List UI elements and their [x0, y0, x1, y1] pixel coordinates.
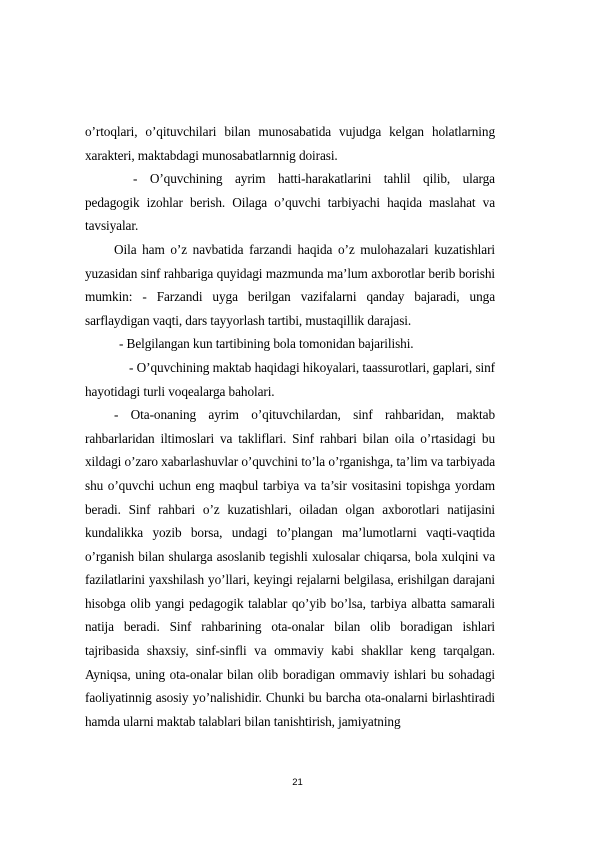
paragraph-daily-routine: - Belgilangan kun tartibining bola tomonidan bajarilishi.: [119, 336, 414, 352]
paragraph-behavior-analysis: - O’quvchining ayrim hatti-harakatlarini tahlil qilib, ularga pedagogik izohlar berish. Oilaga o’quvchi tarbiyachi haqida maslahat va tavsiyalar.: [85, 171, 495, 234]
paragraph-relations: o’rtoqlari, o’qituvchilari bilan munosabatida vujudga kelgan holatlarning xarakteri, maktabdagi munosabatlarnnig doirasi.: [85, 124, 495, 163]
paragraph-family-info: Oila ham o’z navbatida farzandi haqida o’z mulohazalari kuzatishlari yuzasidan sinf rahbariga quyidagi mazmunda ma’lum axborotlar berib borishi mumkin: - Farzandi uyga berilgan vazifalarni qanday bajaradi, unga sarflaydigan vaqti, dars tayyorlash tartibi, mustaqillik darajasi.: [85, 241, 495, 328]
paragraph-student-stories: - O’quvchining maktab haqidagi hikoyalari, taassurotlari, gaplari, sinf hayotidagi turli voqealarga baholari.: [85, 359, 495, 399]
document-page: [85, 120, 495, 733]
paragraph-parent-requests: - Ota-onaning ayrim o’qituvchilardan, sinf rahbaridan, maktab rahbarlaridan iltimoslari va takliflari. Sinf rahbari bilan oila o’rtasidagi bu xildagi o’zaro xabarlashuvlar o’quvchini to’la o’rganishga, ta’lim va tarbiyada shu o’quvchi uchun eng maqbul tarbiya va ta’sir vositasini topishga yordam beradi. Sinf rahbari o’z kuzatishlari, oiladan olgan axborotlari natijasini kundalikka yozib borsa, undagi to’plangan ma’lumotlarni vaqti-vaqtida o’rganish bilan shularga asoslanib tegishli xulosalar chiqarsa, bola xulqini va fazilatlarini yaxshilash yo’llari, keyingi rejalarni belgilasa, erishilgan darajani hisobga olib yangi pedagogik talablar qo’yib bo’lsa, tarbiya albatta samarali natija beradi. Sinf rahbarining ota-onalar bilan olib boradigan ishlari tajribasida shaxsiy, sinf-sinfli va ommaviy kabi shakllar keng tarqalgan. Ayniqsa, uning ota-onalar bilan olib boradigan ommaviy ishlari bu sohadagi faoliyatinnig asosiy yo’nalishidir. Chunki bu barcha ota-onalarni birlashtiradi hamda ularni maktab talablari bilan tanishtirish, jamiyatning: [85, 407, 495, 729]
page-number: 21: [292, 777, 303, 788]
